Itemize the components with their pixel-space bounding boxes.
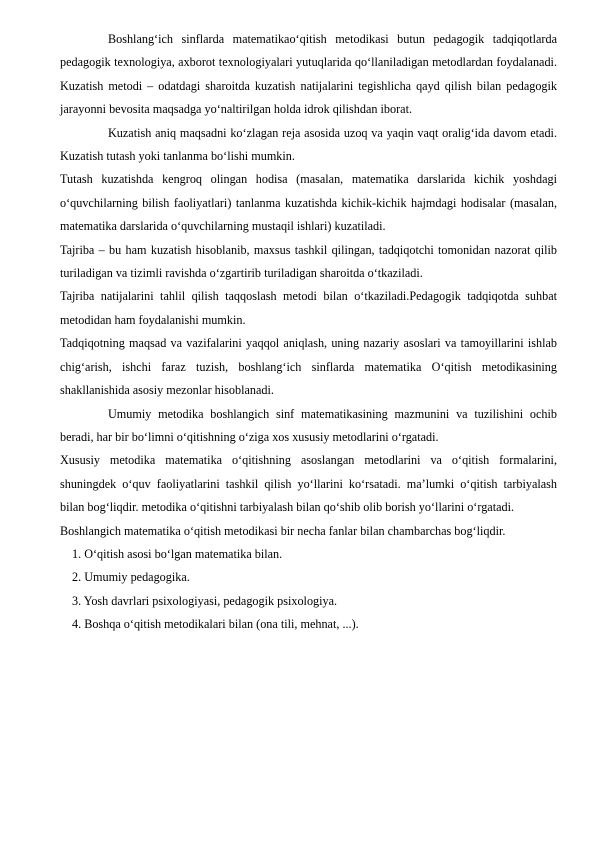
paragraph-experiment: Tajriba – bu ham kuzatish hisoblanib, maxsus tashkil qilingan, tadqiqotchi tomonidan nazorat qilib turiladigan va tizimli ravishda o‘zgartirib turiladigan sharoitda o‘tkaziladi. — [60, 242, 557, 281]
related-sciences-list — [60, 543, 557, 637]
paragraph-experiment-analysis: Tajriba natijalarini tahlil qilish taqqoslash metodi bilan o‘tkaziladi.Pedagogik tadqiqotda suhbat metodidan ham foydalanishi mumkin. — [60, 289, 557, 327]
list-item: 2. Umumiy pedagogika. — [72, 570, 190, 585]
paragraph-continuous-observation: Tutash kuzatishda kengroq olingan hodisa (masalan, matematika darslarida kichik yoshdagi o‘quvchilarning bilish faoliyatlari) tanlanma kuzatishda kichik-kichik hajmdagi hodisalar (masalan, matematika darslarida o‘quvchilarning mustaqil ishlari) kuzatiladi. — [60, 172, 557, 234]
paragraph-related-sciences: Boshlangich matematika o‘qitish metodikasi bir necha fanlar bilan chambarchas bog‘liqdir. — [60, 523, 506, 538]
list-item: 4. Boshqa o‘qitish metodikalari bilan (ona tili, mehnat, ...). — [72, 617, 359, 632]
paragraph-observation-plan: Kuzatish aniq maqsadni ko‘zlagan reja asosida uzoq va yaqin vaqt oralig‘ida davom etadi. Kuzatish tutash yoki tanlanma bo‘lishi mumkin. — [60, 125, 557, 164]
paragraph-observation-method: Boshlang‘ich sinflarda matematikao‘qitish metodikasi butun pedagogik tadqiqotlarda pedagogik texnologiya, axborot texnologiyalari yutuqlarida qo‘llaniladigan metodlardan foydalanadi. Kuzatish metodi – odatdagi sharoitda kuzatish natijalarini tegishlicha qayd qilish bilan pedagogik jarayonni bevosita maqsadga yo‘naltirilgan holda idrok qilishdan iborat. — [60, 32, 557, 117]
document-page — [60, 28, 557, 637]
list-item: 3. Yosh davrlari psixologiyasi, pedagogik psixologiya. — [72, 593, 338, 608]
paragraph-research-goals: Tadqiqotning maqsad va vazifalarini yaqqol aniqlash, uning nazariy asoslari va tamoyillarini ishlab chig‘arish, ishchi faraz tuzish, boshlang‘ich sinflarda matematika O‘qitish metodikasining shakllanishida asosiy mezonlar hisoblanadi. — [60, 336, 557, 398]
list-item: 1. O‘qitish asosi bo‘lgan matematika bilan. — [72, 546, 283, 561]
paragraph-general-methodology: Umumiy metodika boshlangich sinf matematikasining mazmunini va tuzilishini ochib beradi, har bir bo‘limni o‘qitishning o‘ziga xos xususiy metodlarini o‘rgatadi. — [60, 406, 557, 444]
paragraph-specific-methodology: Xususiy metodika matematika o‘qitishning asoslangan metodlarini va o‘qitish formalarini, shuningdek o‘quv faoliyatlarini tashkil qilish yo‘llarini ko‘rsatadi. ma’lumki o‘qitish tarbiyalash bilan bog‘liqdir. metodika o‘qitishni tarbiyalash bilan qo‘shib olib borish yo‘llarini o‘rgatadi. — [60, 453, 557, 515]
